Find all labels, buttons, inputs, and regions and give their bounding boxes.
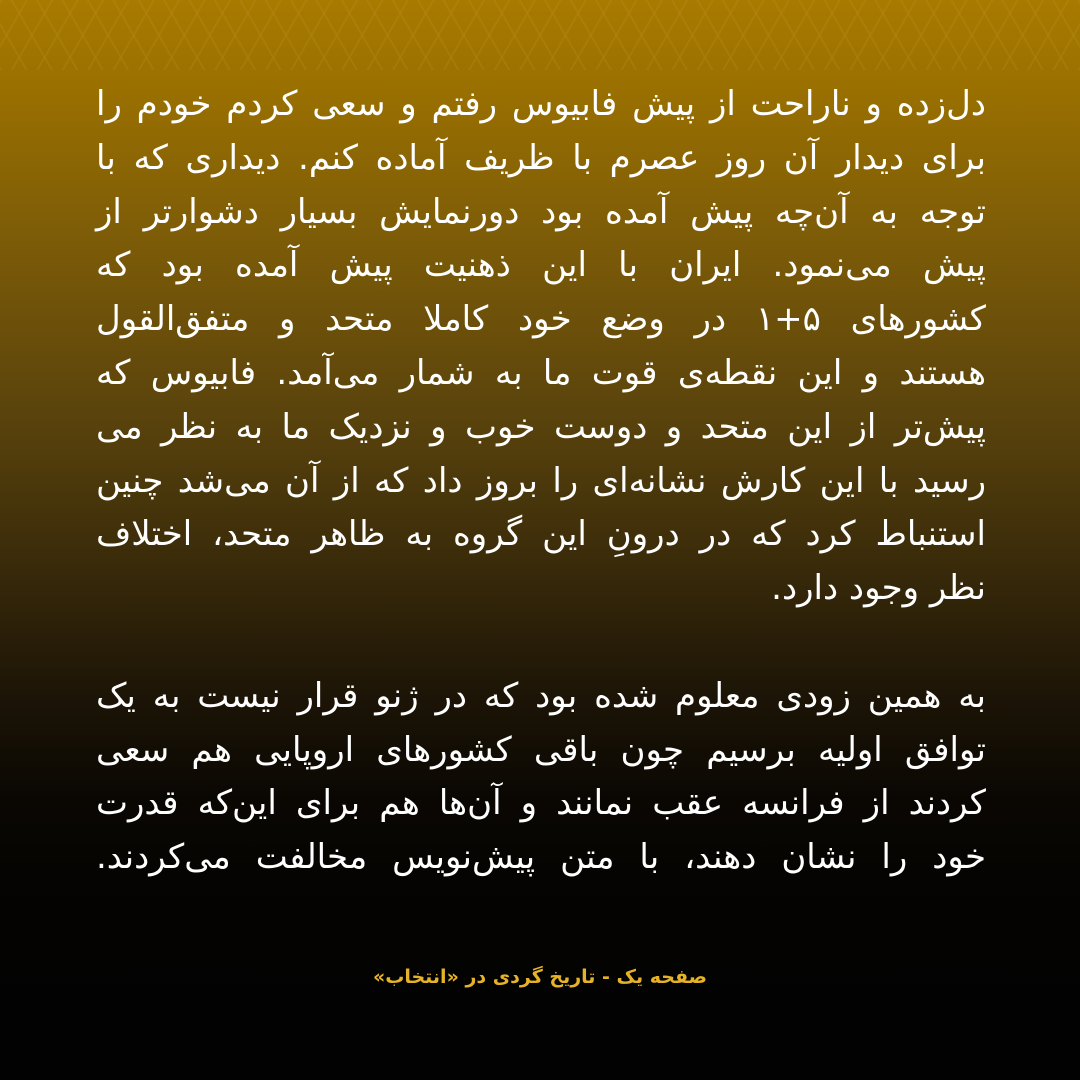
text-line: هستند و این نقطه‌ی قوت ما به شمار می‌آمد. فابیوس که <box>96 352 986 393</box>
text-line: برای دیدار آن روز عصرم با ظریف آماده کنم. دیداری که با <box>96 137 986 178</box>
text-line: کشورهای ۵+۱ در وضع خود کاملا متحد و متفق‌القول <box>96 299 986 340</box>
text-line: پیش می‌نمود. ایران با این ذهنیت پیش آمده بود که <box>96 245 986 286</box>
text-line: به همین زودی معلوم شده بود که در ژنو قرار نیست به یک <box>96 675 986 716</box>
text-line: رسید با این کارش نشانه‌ای را بروز داد که از آن می‌شد چنین <box>96 460 986 501</box>
footer-caption: صفحه یک - تاریخ گردی در «انتخاب» <box>372 966 708 988</box>
text-line: نظر وجود دارد. <box>771 568 986 609</box>
text-line: استنباط کرد که در درونِ این گروه به ظاهر متحد، اختلاف <box>96 514 986 555</box>
text-line: پیش‌تر از این متحد و دوست خوب و نزدیک ما به نظر می <box>96 406 986 447</box>
text-line: دل‌زده و ناراحت از پیش فابیوس رفتم و سعی کردم خودم را <box>96 84 986 124</box>
paragraph-2 <box>96 670 986 885</box>
text-line: توجه به آن‌چه پیش آمده بود دورنمایش بسیار دشوارتر از <box>96 191 986 232</box>
text-line: کردند از فرانسه عقب نمانند و آن‌ها هم برای این‌که قدرت <box>96 783 986 824</box>
text-line: خود را نشان دهند، با متن پیش‌نویس مخالفت می‌کردند. <box>96 837 986 878</box>
paragraph-1 <box>96 78 986 616</box>
article-body <box>96 78 986 885</box>
decorative-pattern <box>0 0 1080 70</box>
text-line: توافق اولیه برسیم چون باقی کشورهای اروپایی هم سعی <box>96 729 986 770</box>
